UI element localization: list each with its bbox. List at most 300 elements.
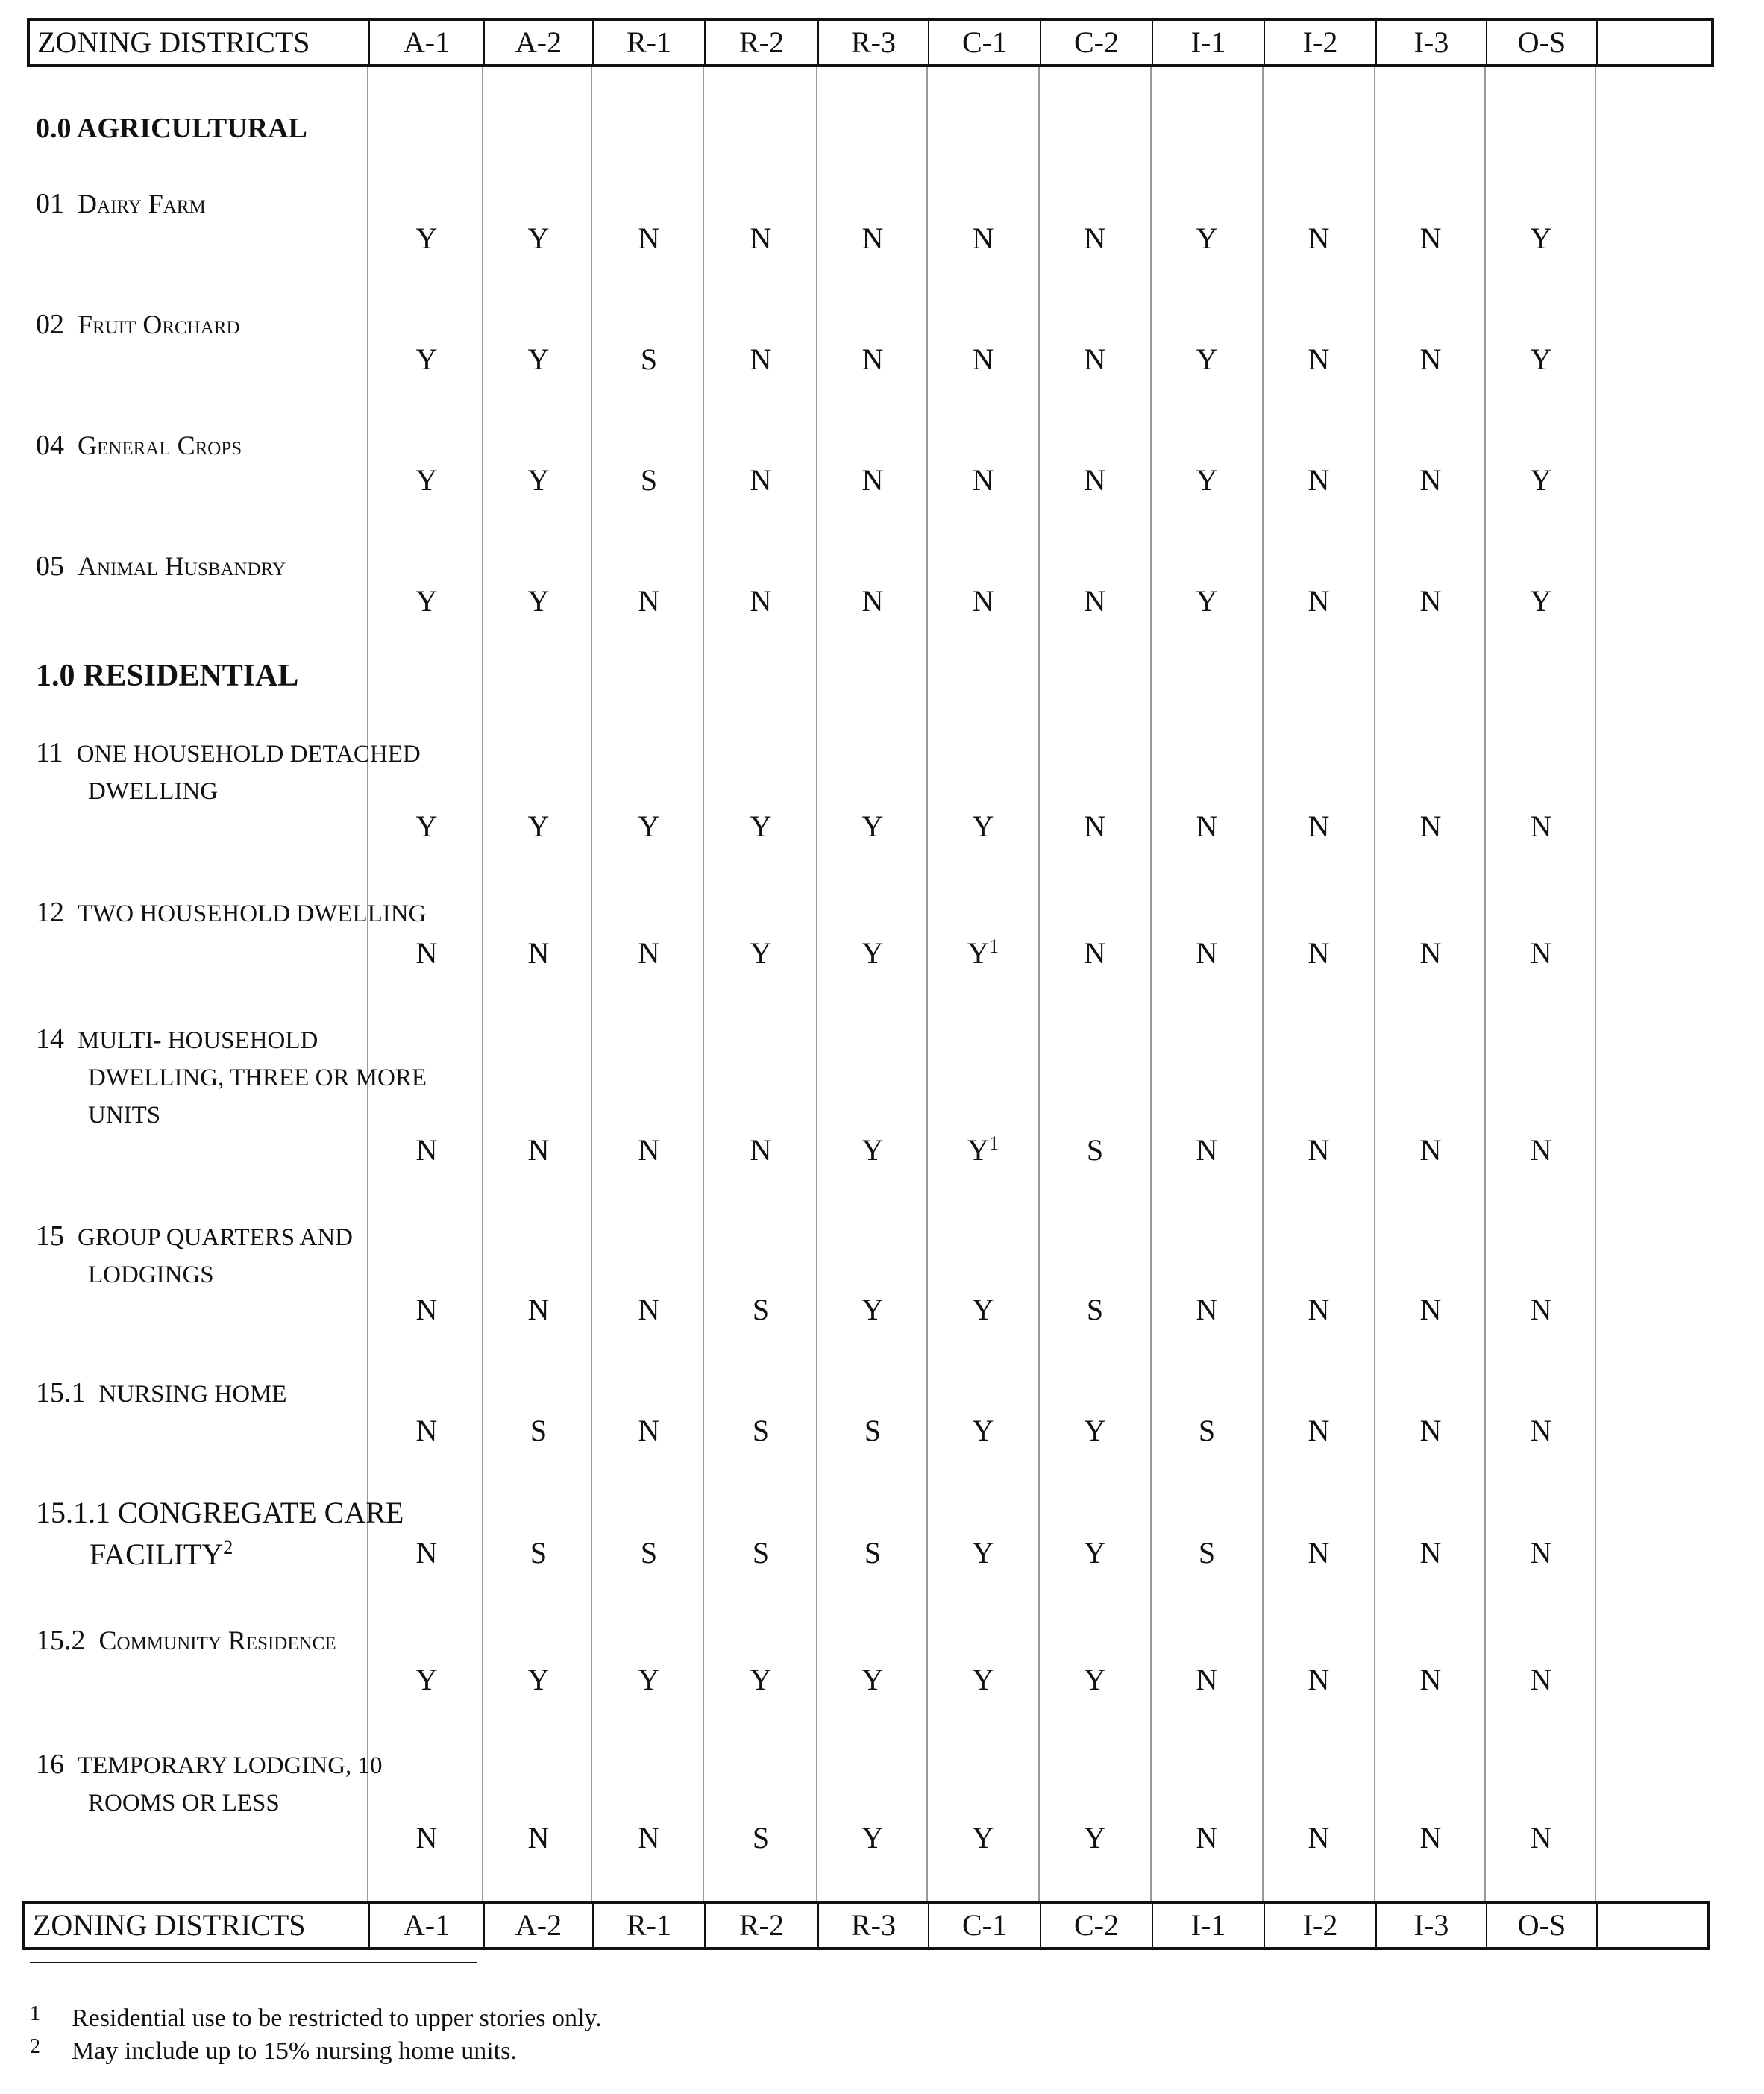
value-text: Y <box>1196 463 1218 497</box>
value-cell <box>927 1413 1039 1448</box>
value-cell <box>371 221 483 256</box>
row-label <box>36 1217 353 1294</box>
value-text: N <box>1419 342 1442 376</box>
value-cell <box>705 1413 817 1448</box>
value-cell <box>1485 583 1597 618</box>
footnote-text: Residential use to be restricted to upper stories only. <box>72 2004 602 2032</box>
value-cell <box>371 935 483 971</box>
value-cell <box>1263 1820 1375 1855</box>
row-label <box>36 548 286 585</box>
value-cell <box>927 1132 1039 1167</box>
value-text: Y <box>967 1133 989 1167</box>
value-cell <box>371 1535 483 1570</box>
value-text: Y <box>861 1293 884 1326</box>
value-cell <box>817 221 929 256</box>
value-cell <box>1151 583 1263 618</box>
value-text: N <box>1419 1536 1442 1570</box>
value-text: Y <box>972 1293 994 1326</box>
value-text: S <box>1086 1293 1104 1326</box>
value-cell <box>1039 935 1151 971</box>
value-text: N <box>1530 1536 1552 1570</box>
value-text: N <box>1530 809 1552 843</box>
value-text: N <box>638 936 660 970</box>
value-cell <box>705 809 817 844</box>
value-text: Y <box>1530 584 1552 618</box>
value-text: N <box>1419 936 1442 970</box>
value-text: N <box>638 1821 660 1855</box>
value-text: S <box>1086 1133 1104 1167</box>
column-footer: C-1 <box>962 1908 1007 1942</box>
value-text: N <box>1308 1293 1330 1326</box>
value-cell <box>705 1292 817 1327</box>
footnote <box>30 2002 602 2033</box>
value-text: N <box>750 222 772 255</box>
value-cell <box>1485 1292 1597 1327</box>
value-cell <box>593 342 705 377</box>
footnote-ref: 1 <box>988 1132 999 1154</box>
value-text: N <box>1196 1133 1218 1167</box>
value-text: N <box>1530 936 1552 970</box>
value-text: N <box>1308 1414 1330 1447</box>
value-text: Y <box>638 809 660 843</box>
column-header: I-1 <box>1190 25 1226 59</box>
value-text: Y <box>972 1414 994 1447</box>
value-cell <box>1039 1662 1151 1697</box>
value-cell <box>1375 583 1487 618</box>
value-cell <box>483 221 594 256</box>
value-cell <box>483 463 594 498</box>
row-name: ONE HOUSEHOLD DETACHED <box>76 741 421 768</box>
value-text: Y <box>1084 1414 1106 1447</box>
value-cell <box>483 935 594 971</box>
row-code: 15.1 <box>36 1377 86 1408</box>
row-name: MULTI- HOUSEHOLD <box>78 1027 318 1054</box>
footnote-ref: 2 <box>223 1537 233 1558</box>
divider <box>1596 21 1598 64</box>
footnote-text: May include up to 15% nursing home units. <box>72 2037 517 2065</box>
value-text: N <box>1308 463 1330 497</box>
value-text: N <box>1084 584 1106 618</box>
value-text: N <box>1084 222 1106 255</box>
value-cell <box>927 1662 1039 1697</box>
column-footer: O-S <box>1517 1908 1566 1942</box>
grid-line <box>1484 21 1486 1949</box>
column-footer: I-1 <box>1190 1908 1226 1942</box>
column-footer: R-2 <box>739 1908 784 1942</box>
header-title: ZONING DISTRICTS <box>37 25 310 59</box>
value-text: N <box>1084 342 1106 376</box>
value-text: N <box>1308 584 1330 618</box>
value-cell <box>1039 1132 1151 1167</box>
column-footer: R-1 <box>627 1908 671 1942</box>
value-text: N <box>638 1293 660 1326</box>
value-cell <box>705 1662 817 1697</box>
column-footer: I-3 <box>1413 1908 1449 1942</box>
value-cell <box>817 1413 929 1448</box>
grid-line <box>1262 21 1264 1949</box>
value-cell <box>1151 935 1263 971</box>
value-text: S <box>864 1414 882 1447</box>
value-cell <box>483 1292 594 1327</box>
value-cell <box>927 463 1039 498</box>
value-text: N <box>1308 222 1330 255</box>
value-text: S <box>752 1536 770 1570</box>
column-footer: I-2 <box>1302 1908 1338 1942</box>
value-cell <box>705 221 817 256</box>
value-text: S <box>640 463 658 497</box>
value-text: S <box>640 342 658 376</box>
column-footer: R-3 <box>851 1908 896 1942</box>
column-header: R-3 <box>851 25 896 59</box>
value-cell <box>371 809 483 844</box>
value-text: Y <box>1196 222 1218 255</box>
value-cell <box>371 463 483 498</box>
value-cell <box>705 1535 817 1570</box>
value-cell <box>1151 1132 1263 1167</box>
value-text: N <box>972 463 994 497</box>
value-cell <box>483 342 594 377</box>
value-cell <box>1151 463 1263 498</box>
value-cell <box>483 809 594 844</box>
value-cell <box>927 809 1039 844</box>
value-cell <box>483 1132 594 1167</box>
value-cell <box>1039 1413 1151 1448</box>
column-header: R-1 <box>627 25 671 59</box>
value-cell <box>1151 1535 1263 1570</box>
value-cell <box>593 809 705 844</box>
value-text: Y <box>415 1663 438 1696</box>
value-cell <box>371 1820 483 1855</box>
value-cell <box>927 583 1039 618</box>
value-text: Y <box>750 809 772 843</box>
value-cell <box>817 1292 929 1327</box>
value-cell <box>1263 221 1375 256</box>
value-text: N <box>1419 809 1442 843</box>
value-text: Y <box>1530 463 1552 497</box>
value-text: Y <box>861 1133 884 1167</box>
value-cell <box>1263 463 1375 498</box>
value-cell <box>593 935 705 971</box>
value-text: N <box>861 463 884 497</box>
column-footer: A-1 <box>403 1908 451 1942</box>
value-text: N <box>972 342 994 376</box>
value-text: N <box>415 1536 438 1570</box>
value-text: N <box>750 1133 772 1167</box>
value-text: Y <box>972 1663 994 1696</box>
row-code: 01 <box>36 188 64 219</box>
section-heading: 0.0 AGRICULTURAL <box>36 113 307 144</box>
value-cell <box>1375 1132 1487 1167</box>
row-label <box>36 1622 336 1659</box>
value-text: Y <box>861 1821 884 1855</box>
value-text: Y <box>638 1663 660 1696</box>
value-cell <box>705 583 817 618</box>
value-cell <box>483 1662 594 1697</box>
value-cell <box>1485 1535 1597 1570</box>
value-cell <box>1485 809 1597 844</box>
value-text: N <box>1419 584 1442 618</box>
value-text: N <box>415 1821 438 1855</box>
value-cell <box>1151 1662 1263 1697</box>
value-text: N <box>861 342 884 376</box>
value-text: N <box>638 1414 660 1447</box>
value-cell <box>1485 1820 1597 1855</box>
value-text: Y <box>967 936 989 970</box>
value-cell <box>1375 221 1487 256</box>
value-text: N <box>527 936 550 970</box>
value-cell <box>1039 1292 1151 1327</box>
value-text: N <box>1308 809 1330 843</box>
value-text: Y <box>861 809 884 843</box>
row-label <box>36 1374 287 1413</box>
value-cell <box>927 935 1039 971</box>
value-cell <box>817 583 929 618</box>
row-label <box>36 894 426 932</box>
value-text: N <box>415 1133 438 1167</box>
value-cell <box>1263 1662 1375 1697</box>
value-text: S <box>752 1821 770 1855</box>
value-cell <box>1375 1413 1487 1448</box>
row-name: TWO HOUSEHOLD DWELLING <box>78 900 427 927</box>
footer-title: ZONING DISTRICTS <box>33 1908 306 1942</box>
value-cell <box>593 583 705 618</box>
value-text: N <box>415 1293 438 1326</box>
value-text: N <box>1308 1133 1330 1167</box>
row-code: 14 <box>36 1024 64 1055</box>
value-text: N <box>1196 809 1218 843</box>
value-text: Y <box>1084 1821 1106 1855</box>
column-header: C-1 <box>962 25 1007 59</box>
value-text: S <box>530 1414 547 1447</box>
value-cell <box>1151 1413 1263 1448</box>
value-cell <box>1375 1662 1487 1697</box>
value-cell <box>1151 1820 1263 1855</box>
row-code: 12 <box>36 897 64 928</box>
value-text: Y <box>750 936 772 970</box>
value-text: S <box>752 1293 770 1326</box>
row-code: 04 <box>36 430 64 461</box>
value-text: Y <box>1196 584 1218 618</box>
value-cell <box>1151 221 1263 256</box>
row-code: 16 <box>36 1749 64 1780</box>
column-footer: A-2 <box>515 1908 562 1942</box>
value-text: Y <box>527 222 550 255</box>
row-code: 05 <box>36 551 64 582</box>
value-cell <box>1485 1413 1597 1448</box>
value-text: N <box>527 1821 550 1855</box>
grid-line <box>1595 21 1596 1949</box>
table-footer <box>22 1901 1710 1950</box>
row-name: CONGREGATE CARE <box>118 1496 404 1529</box>
value-cell <box>371 583 483 618</box>
value-cell <box>1039 221 1151 256</box>
table-header <box>27 18 1714 67</box>
value-cell <box>593 1820 705 1855</box>
value-cell <box>817 1662 929 1697</box>
value-cell <box>1375 935 1487 971</box>
value-text: N <box>861 584 884 618</box>
grid-line <box>926 21 928 1949</box>
footnote-mark: 2 <box>30 2035 40 2058</box>
value-cell <box>371 1132 483 1167</box>
value-cell <box>1485 1662 1597 1697</box>
value-cell <box>1151 1292 1263 1327</box>
row-label <box>36 1021 427 1134</box>
column-header: C-2 <box>1074 25 1119 59</box>
row-code: 02 <box>36 309 64 340</box>
value-text: N <box>1308 342 1330 376</box>
value-cell <box>1263 1132 1375 1167</box>
column-header: A-2 <box>515 25 562 59</box>
value-text: N <box>1196 936 1218 970</box>
value-text: Y <box>750 1663 772 1696</box>
value-text: N <box>972 222 994 255</box>
value-text: N <box>750 463 772 497</box>
value-cell <box>705 1820 817 1855</box>
value-text: S <box>1198 1536 1216 1570</box>
value-cell <box>927 342 1039 377</box>
divider <box>1596 1904 1598 1947</box>
value-cell <box>817 809 929 844</box>
value-text: N <box>750 584 772 618</box>
value-text: Y <box>415 463 438 497</box>
value-text: N <box>1530 1663 1552 1696</box>
grid-line <box>1374 21 1375 1949</box>
value-cell <box>593 1292 705 1327</box>
column-footer: C-2 <box>1074 1908 1119 1942</box>
value-text: N <box>1308 1536 1330 1570</box>
value-cell <box>371 1662 483 1697</box>
value-cell <box>1485 463 1597 498</box>
value-cell <box>1375 342 1487 377</box>
value-text: N <box>1308 1821 1330 1855</box>
value-text: N <box>1419 1821 1442 1855</box>
value-text: N <box>1419 1293 1442 1326</box>
value-text: N <box>972 584 994 618</box>
value-cell <box>593 1413 705 1448</box>
value-text: N <box>638 1133 660 1167</box>
value-cell <box>1039 1535 1151 1570</box>
value-text: N <box>638 584 660 618</box>
value-cell <box>705 935 817 971</box>
value-cell <box>1039 463 1151 498</box>
row-name-cont: DWELLING, THREE OR MORE <box>88 1065 427 1091</box>
value-cell <box>1263 342 1375 377</box>
value-text: Y <box>527 809 550 843</box>
row-name: NURSING HOME <box>98 1381 287 1408</box>
row-code: 11 <box>36 737 63 768</box>
value-cell <box>705 342 817 377</box>
value-cell <box>817 935 929 971</box>
row-label <box>36 1746 383 1822</box>
value-cell <box>1263 809 1375 844</box>
value-cell <box>1375 1292 1487 1327</box>
column-header: R-2 <box>739 25 784 59</box>
value-cell <box>371 1292 483 1327</box>
value-text: Y <box>527 584 550 618</box>
grid-line <box>482 21 483 1949</box>
value-cell <box>1151 342 1263 377</box>
value-cell <box>817 342 929 377</box>
value-cell <box>817 1820 929 1855</box>
value-text: N <box>415 1414 438 1447</box>
value-cell <box>1375 463 1487 498</box>
value-text: Y <box>972 809 994 843</box>
row-name: Dairy Farm <box>78 189 206 219</box>
value-cell <box>1375 1535 1487 1570</box>
value-text: N <box>750 342 772 376</box>
value-text: Y <box>415 222 438 255</box>
value-text: Y <box>527 1663 550 1696</box>
value-cell <box>1039 342 1151 377</box>
row-name: GROUP QUARTERS AND <box>78 1224 354 1251</box>
value-text: Y <box>1530 222 1552 255</box>
value-text: Y <box>527 463 550 497</box>
value-text: N <box>1530 1133 1552 1167</box>
footnote-ref: 1 <box>988 935 999 957</box>
value-text: S <box>640 1536 658 1570</box>
value-cell <box>817 1132 929 1167</box>
value-cell <box>1263 935 1375 971</box>
value-cell <box>1039 809 1151 844</box>
value-cell <box>1039 1820 1151 1855</box>
row-label <box>36 306 240 343</box>
value-text: N <box>1530 1414 1552 1447</box>
value-cell <box>593 1132 705 1167</box>
value-text: N <box>1419 463 1442 497</box>
value-text: N <box>1419 1663 1442 1696</box>
value-text: N <box>1308 1663 1330 1696</box>
value-cell <box>371 1413 483 1448</box>
value-cell <box>371 342 483 377</box>
row-name-cont: UNITS <box>88 1102 161 1129</box>
value-text: N <box>527 1133 550 1167</box>
row-code: 15.2 <box>36 1625 86 1656</box>
row-name-cont: LODGINGS <box>88 1261 214 1288</box>
value-text: N <box>1419 222 1442 255</box>
value-cell <box>593 463 705 498</box>
value-cell <box>927 1535 1039 1570</box>
row-name: General Crops <box>78 430 242 460</box>
value-cell <box>483 1535 594 1570</box>
footnote <box>30 2035 517 2066</box>
value-cell <box>927 1820 1039 1855</box>
row-name: Fruit Orchard <box>78 310 240 339</box>
value-text: N <box>1196 1821 1218 1855</box>
value-text: N <box>1084 809 1106 843</box>
value-text: S <box>1198 1414 1216 1447</box>
value-text: Y <box>415 342 438 376</box>
value-cell <box>817 463 929 498</box>
value-cell <box>927 1292 1039 1327</box>
grid-line <box>816 21 817 1949</box>
column-header: I-2 <box>1302 25 1338 59</box>
value-text: Y <box>415 809 438 843</box>
value-text: Y <box>972 1536 994 1570</box>
value-text: N <box>1084 463 1106 497</box>
grid-line <box>367 21 368 1949</box>
value-cell <box>1375 809 1487 844</box>
value-cell <box>593 221 705 256</box>
value-text: N <box>1530 1293 1552 1326</box>
value-text: Y <box>1084 1536 1106 1570</box>
value-cell <box>483 1413 594 1448</box>
value-cell <box>483 583 594 618</box>
value-text: Y <box>415 584 438 618</box>
row-label <box>36 1492 404 1576</box>
value-cell <box>1485 221 1597 256</box>
grid-line <box>591 21 592 1949</box>
